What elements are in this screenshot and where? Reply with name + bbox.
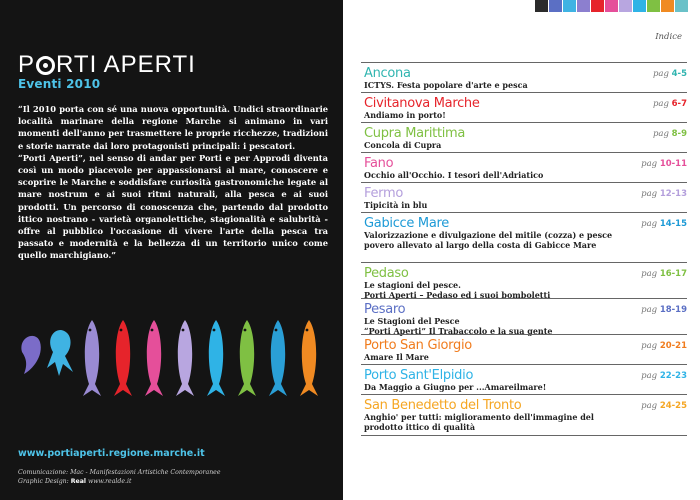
logo-title-p: P [18, 51, 36, 78]
toc-page-ref [653, 99, 687, 109]
fish-icon [83, 320, 101, 396]
toc-city: Pedaso [364, 266, 409, 281]
toc-page-ref [641, 189, 687, 199]
toc-page-ref [641, 371, 687, 381]
index-title: Indice [655, 32, 682, 42]
toc-entry[interactable] [361, 62, 687, 92]
credits-prefix: Graphic Design: [18, 478, 69, 485]
left-panel [0, 0, 343, 500]
toc-page-ref [641, 219, 687, 229]
toc-city: San Benedetto del Tronto [364, 398, 522, 413]
toc-page-number: 20-21 [659, 341, 687, 351]
toc-description: Occhio all'Occhio. I tesori dell'Adriatico [364, 170, 544, 180]
toc-page-number: 6-7 [671, 99, 687, 109]
toc-page-label: pag [641, 189, 660, 199]
fish-icon [300, 320, 318, 396]
color-swatch-bar [535, 0, 688, 12]
toc-description: Amare Il Mare [364, 352, 429, 362]
fish-row-graphic [14, 312, 334, 402]
toc-entry[interactable] [361, 364, 687, 394]
toc-entry[interactable] [361, 262, 687, 298]
logo-subtitle: Eventi 2010 [18, 77, 101, 91]
fish-icon [207, 320, 225, 396]
toc-entry[interactable] [361, 122, 687, 152]
credits-line-1: Comunicazione: Mac - Manifestazioni Artistiche Contemporanee [18, 469, 221, 476]
toc-page-number: 14-15 [659, 219, 687, 229]
color-swatch [619, 0, 632, 12]
toc-page-ref [641, 401, 687, 411]
toc-page-ref [641, 341, 687, 351]
toc-page-label: pag [641, 341, 660, 351]
toc-page-number: 16-17 [659, 269, 687, 279]
fish-icon [145, 320, 163, 396]
toc-entry[interactable] [361, 394, 687, 436]
toc-city: Ancona [364, 66, 411, 81]
toc-page-label: pag [641, 269, 660, 279]
toc-city: Fano [364, 156, 394, 171]
toc-entry[interactable] [361, 92, 687, 122]
toc-page-label: pag [652, 99, 672, 109]
toc-city: Civitanova Marche [364, 96, 480, 111]
toc-city: Porto Sant'Elpidio [364, 368, 474, 383]
fish-icon [21, 336, 40, 374]
credits-brand: Real [70, 478, 86, 485]
toc-city: Cupra Marittima [364, 126, 466, 141]
toc-page-number: 18-19 [659, 305, 687, 315]
color-swatch [535, 0, 548, 12]
toc-page-number: 8-9 [671, 129, 687, 139]
porti-aperti-logo [18, 52, 196, 91]
toc-page-number: 12-13 [659, 189, 687, 199]
toc-city: Pesaro [364, 302, 406, 317]
color-swatch [563, 0, 576, 12]
toc-description: Le Stagioni del Pesce “Porti Aperti” Il Trabaccolo e la sua gente [364, 316, 553, 336]
toc-page-number: 4-5 [671, 69, 687, 79]
toc-description: ICTYS. Festa popolare d'arte e pesca [364, 80, 528, 90]
toc-page-label: pag [652, 69, 672, 79]
fish-icon [114, 320, 132, 396]
color-swatch [605, 0, 618, 12]
color-swatch [675, 0, 688, 12]
credits [18, 468, 221, 486]
toc-description: Da Maggio a Giugno per ...Amareilmare! [364, 382, 547, 392]
toc-description: Le stagioni del pesce. Porti Aperti – Pedaso ed i suoi bomboletti [364, 280, 551, 300]
logo-o-icon [36, 56, 55, 75]
toc-page-number: 24-25 [659, 401, 687, 411]
toc-entry[interactable] [361, 212, 687, 262]
table-of-contents [361, 62, 687, 436]
toc-description: Tipicità in blu [364, 200, 428, 210]
intro-text [18, 103, 328, 262]
toc-entry[interactable] [361, 182, 687, 212]
credits-line-2 [18, 477, 221, 486]
toc-entry[interactable] [361, 298, 687, 334]
toc-page-label: pag [641, 159, 660, 169]
toc-description: Andiamo in porto! [364, 110, 446, 120]
toc-page-number: 10-11 [659, 159, 687, 169]
toc-page-label: pag [641, 219, 660, 229]
toc-city: Porto San Giorgio [364, 338, 472, 353]
toc-page-label: pag [641, 401, 660, 411]
color-swatch [577, 0, 590, 12]
fish-illustration [14, 312, 334, 402]
intro-paragraph-2: “Porti Aperti”, nel senso di andar per Porti e per Approdi diventa così un modo piacevole per appassionarsi al mare, conoscere e scoprire le Marche e soddisfare curiosità gastronomiche legate al mare nostrum e ai suoi ritmi naturali, alla pesca e ai suoi prodotti. Un percorso di conoscenza che, partendo dal prodotto ittico nostrano - varietà organolettiche, stagionalità e salubrità - offre al pubblico l'occasione di vivere l'arte della pesca tra passato e modernità e la bellezza di un territorio unico come quello marchigiano.” [18, 152, 328, 261]
intro-paragraph-1: “Il 2010 porta con sé una nuova opportunità. Undici straordinarie località marinare della regione Marche si animano in vari momenti dell'anno per trasmettere le proprie ricchezze, tradizioni e storie narrate dai loro protagonisti principali: i pescatori. [18, 104, 328, 151]
color-swatch [661, 0, 674, 12]
toc-page-ref [653, 69, 687, 79]
toc-entry[interactable] [361, 152, 687, 182]
toc-page-ref [641, 269, 687, 279]
fish-icon [47, 330, 73, 376]
credits-url[interactable]: www.realde.it [87, 478, 132, 485]
color-swatch [633, 0, 646, 12]
color-swatch [647, 0, 660, 12]
fish-icon [238, 320, 256, 396]
toc-page-ref [653, 129, 687, 139]
right-panel [343, 0, 700, 500]
toc-entry[interactable] [361, 334, 687, 364]
logo-title [18, 52, 196, 78]
toc-description: Valorizzazione e divulgazione del mitile (cozza) e pesce povero allevato al largo della costa di Gabicce Mare [364, 230, 613, 250]
toc-page-label: pag [641, 371, 660, 381]
toc-city: Fermo [364, 186, 403, 201]
toc-page-label: pag [641, 305, 660, 315]
fish-icon [269, 320, 287, 396]
toc-page-ref [641, 159, 687, 169]
toc-description: Anghio' per tutti: miglioramento dell'immagine del prodotto ittico di qualità [364, 412, 594, 432]
toc-description: Concola di Cupra [364, 140, 442, 150]
fish-icon [176, 320, 194, 396]
toc-page-label: pag [652, 129, 672, 139]
website-link[interactable]: www.portiaperti.regione.marche.it [18, 448, 205, 459]
toc-page-ref [641, 305, 687, 315]
color-swatch [549, 0, 562, 12]
toc-city: Gabicce Mare [364, 216, 449, 231]
toc-page-number: 22-23 [659, 371, 687, 381]
color-swatch [591, 0, 604, 12]
logo-title-rest: RTI APERTI [56, 51, 196, 78]
